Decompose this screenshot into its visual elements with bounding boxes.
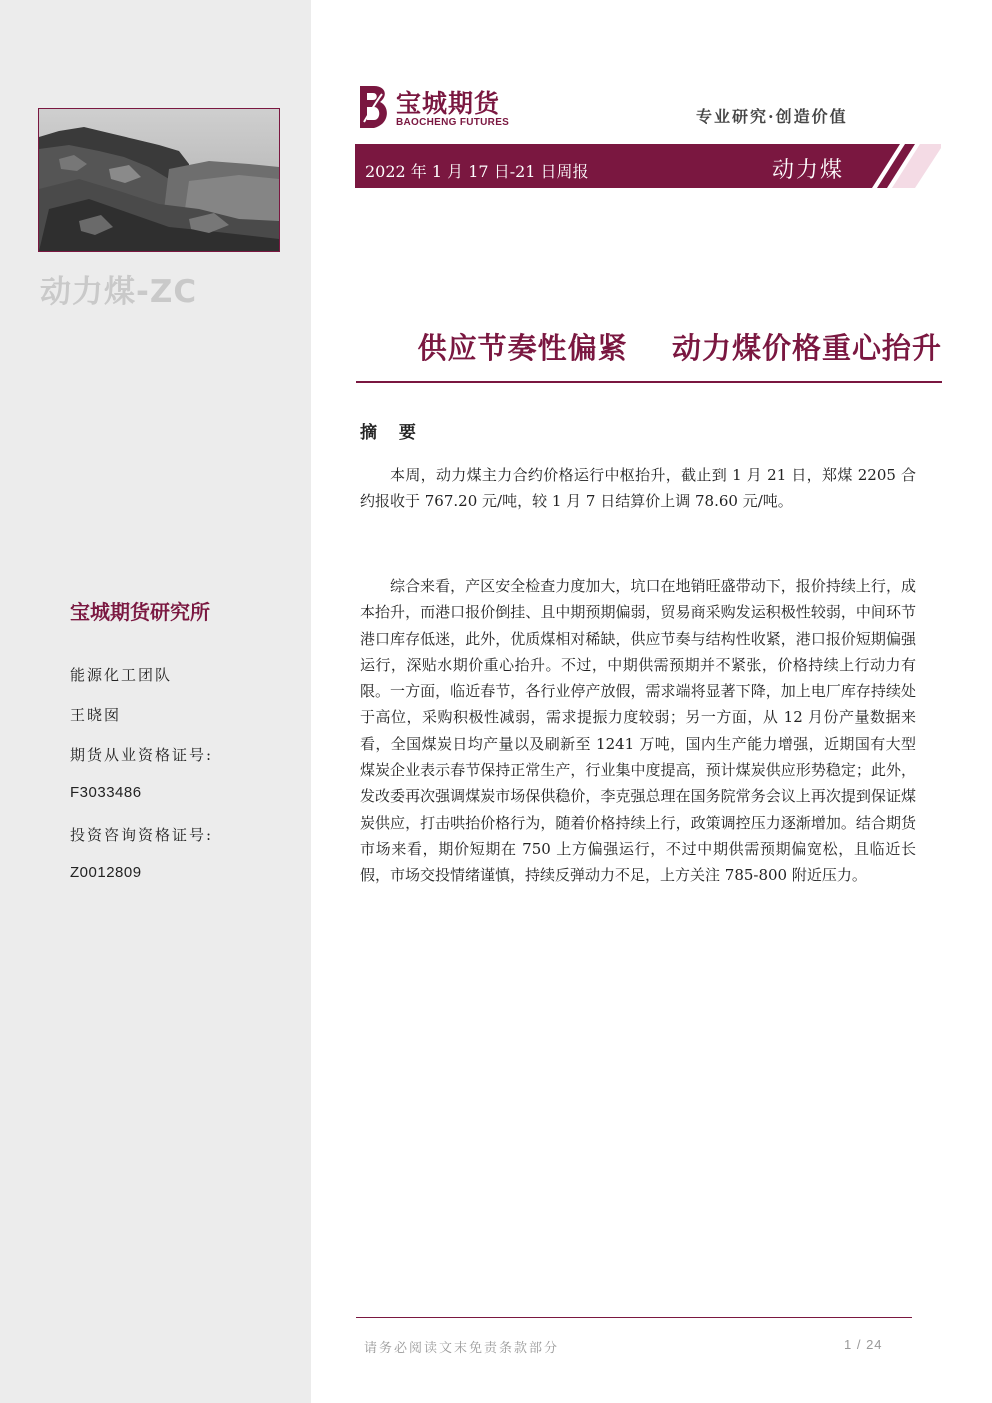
product-code-title: 动力煤-ZC — [40, 274, 198, 310]
team-name: 能源化工团队 — [70, 666, 173, 684]
footer-divider — [356, 1317, 912, 1318]
coal-landscape-photo — [38, 108, 280, 252]
company-logo — [356, 82, 526, 132]
consulting-license-number: Z0012809 — [70, 864, 142, 881]
author-name: 王晓囡 — [70, 706, 122, 724]
summary-paragraph-1: 本周，动力煤主力合约价格运行中枢抬升，截止到 1 月 21 日，郑煤 2205 合约报收于 767.20 元/吨，较 1 月 7 日结算价上调 78.60 元/吨。 — [360, 466, 916, 511]
headline-divider — [356, 381, 942, 383]
futures-license-number: F3033486 — [70, 784, 142, 801]
logo-b-icon — [356, 84, 392, 134]
report-period: 2022 年 1 月 17 日-21 日周报 — [365, 162, 589, 181]
report-headline: 供应节奏性偏紧 动力煤价格重心抬升 — [417, 331, 942, 365]
company-slogan: 专业研究·创造价值 — [696, 107, 848, 126]
report-banner — [355, 144, 941, 188]
logo-english-name: BAOCHENG FUTURES — [396, 117, 510, 128]
page-number: 1 / 24 — [844, 1337, 883, 1352]
institute-name: 宝城期货研究所 — [70, 600, 210, 624]
product-tag: 动力煤 — [772, 158, 845, 183]
summary-heading: 摘 要 — [360, 423, 424, 443]
consulting-license-label: 投资咨询资格证号: — [70, 826, 214, 844]
logo-chinese-name: 宝城期货 — [396, 89, 501, 118]
futures-license-label: 期货从业资格证号: — [70, 746, 214, 764]
summary-paragraph-2: 综合来看，产区安全检查力度加大，坑口在地销旺盛带动下，报价持续上行，成本抬升，而港口报价倒挂、且中期预期偏弱，贸易商采购发运积极性较弱，中间环节港口库存低迷，此外，优质煤相对稀缺，供应节奏与结构性收紧，港口报价短期偏强运行，深贴水期价重心抬升。不过，中期供需预期并不紧张，价格持续上行动力有限。一方面，临近春节，各行业停产放假，需求端将显著下降，加上电厂库存持续处于高位，采购积极性减弱，需求提振力度较弱；另一方面，从 12 月份产量数据来看，全国煤炭日均产量以及刷新至 1241 万吨，国内生产能力增强，近期国有大型煤炭企业表示春节保持正常生产，行业集中度提高，预计煤炭供应形势稳定；此外，发改委再次强调煤炭市场保供稳价，李克强总理在国务院常务会议上再次提到保证煤炭供应，打击哄抬价格行为，随着价格持续上行，政策调控压力逐渐增加。结合期货市场来看，期价短期在 750 上方偏强运行，不过中期供需预期偏宽松，且临近长假，市场交投情绪谨慎，持续反弹动力不足，上方关注 785-800 附近压力。 — [360, 577, 916, 885]
disclaimer-note: 请务必阅读文末免责条款部分 — [364, 1341, 560, 1356]
sidebar — [0, 0, 311, 1403]
